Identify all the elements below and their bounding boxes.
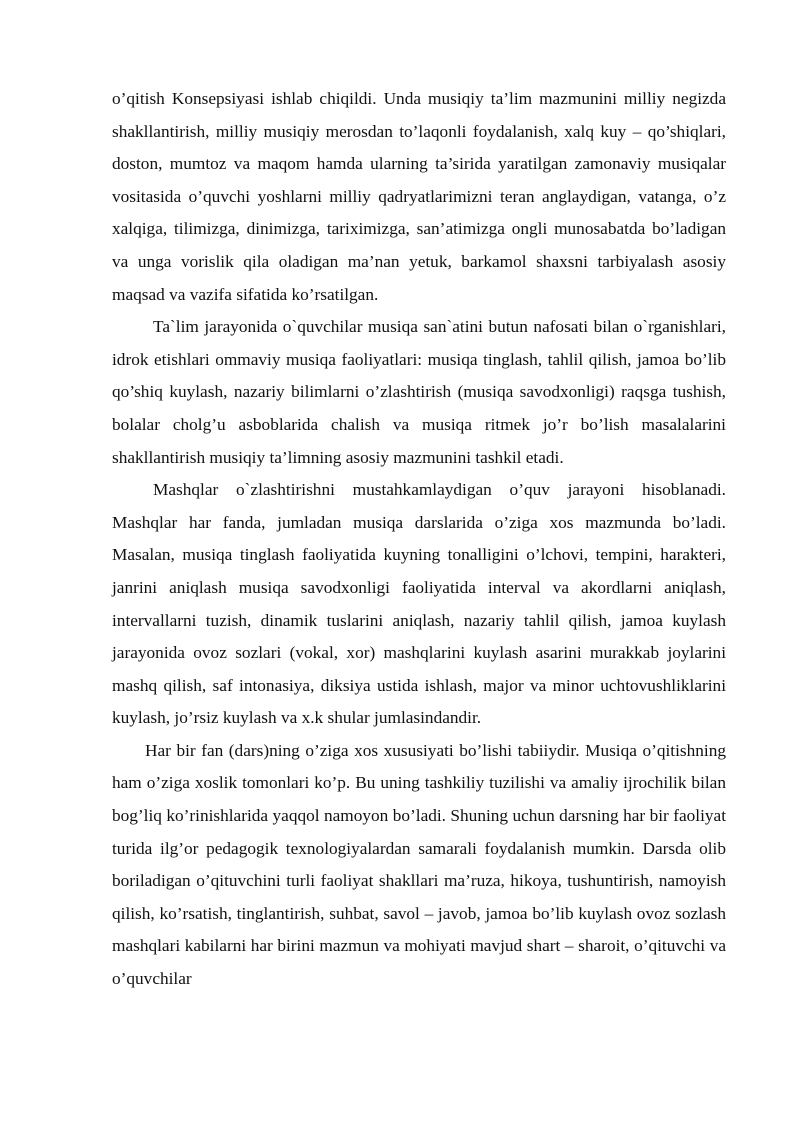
paragraph-2: Ta`lim jarayonida o`quvchilar musiqa san`atini butun nafosati bilan o`rganishlari, idrok etishlari ommaviy musiqa faoliyatlari: musiqa tinglash, tahlil qilish, jamoa bo’lib qo’shiq kuylash, nazariy bilimlarni o’zlashtirish (musiqa savodxonligi) raqsga tushish, bolalar cholg’u asboblarida chalish va musiqa ritmek jo’r bo’lish masalalarini shakllantirish musiqiy ta’limning asosiy mazmunini tashkil etadi.: [112, 317, 726, 467]
paragraph-1: o’qitish Konsepsiyasi ishlab chiqildi. Unda musiqiy ta’lim mazmunini milliy negizda shakllantirish, milliy musiqiy merosdan to’laqonli foydalanish, xalq kuy – qo’shiqlari, doston, mumtoz va maqom hamda ularning ta’sirida yaratilgan zamonaviy musiqalar vositasida o’quvchi yoshlarni milliy qadryatlarimizni teran anglaydigan, vatanga, o’z xalqiga, tilimizga, dinimizga, tariximizga, san’atimizga ongli munosabatda bo’ladigan va unga vorislik qila oladigan ma’nan yetuk, barkamol shaxsni tarbiyalash asosiy maqsad va vazifa sifatida ko’rsatilgan.: [112, 89, 726, 304]
document-page: [112, 83, 726, 996]
paragraph-3: Mashqlar o`zlashtirishni mustahkamlaydigan o’quv jarayoni hisoblanadi. Mashqlar har fanda, jumladan musiqa darslarida o’ziga xos mazmunda bo’ladi. Masalan, musiqa tinglash faoliyatida kuyning tonalligini o’lchovi, tempini, harakteri, janrini aniqlash musiqa savodxonligi faoliyatida interval va akordlarni aniqlash, intervallarni tuzish, dinamik tuslarini aniqlash, nazariy tahlil qilish, jamoa kuylash jarayonida ovoz sozlari (vokal, xor) mashqlarini kuylash asarini murakkab joylarini mashq qilish, saf intonasiya, diksiya ustida ishlash, major va minor uchtovushliklarini kuylash, jo’rsiz kuylash va x.k shular jumlasindandir.: [112, 480, 726, 728]
paragraph-4: Har bir fan (dars)ning o’ziga xos xususiyati bo’lishi tabiiydir. Musiqa o’qitishning ham o’ziga xoslik tomonlari ko’p. Bu uning tashkiliy tuzilishi va amaliy ijrochilik bilan bog’liq ko’rinishlarida yaqqol namoyon bo’ladi. Shuning uchun darsning har bir faoliyat turida ilg’or pedagogik texnologiyalardan samarali foydalanish mumkin. Darsda olib boriladigan o’qituvchini turli faoliyat shakllari ma’ruza, hikoya, tushuntirish, namoyish qilish, ko’rsatish, tinglantirish, suhbat, savol – javob, jamoa bo’lib kuylash ovoz sozlash mashqlari kabilarni har birini mazmun va mohiyati mavjud shart – sharoit, o’qituvchi va o’quvchilar: [112, 740, 726, 989]
